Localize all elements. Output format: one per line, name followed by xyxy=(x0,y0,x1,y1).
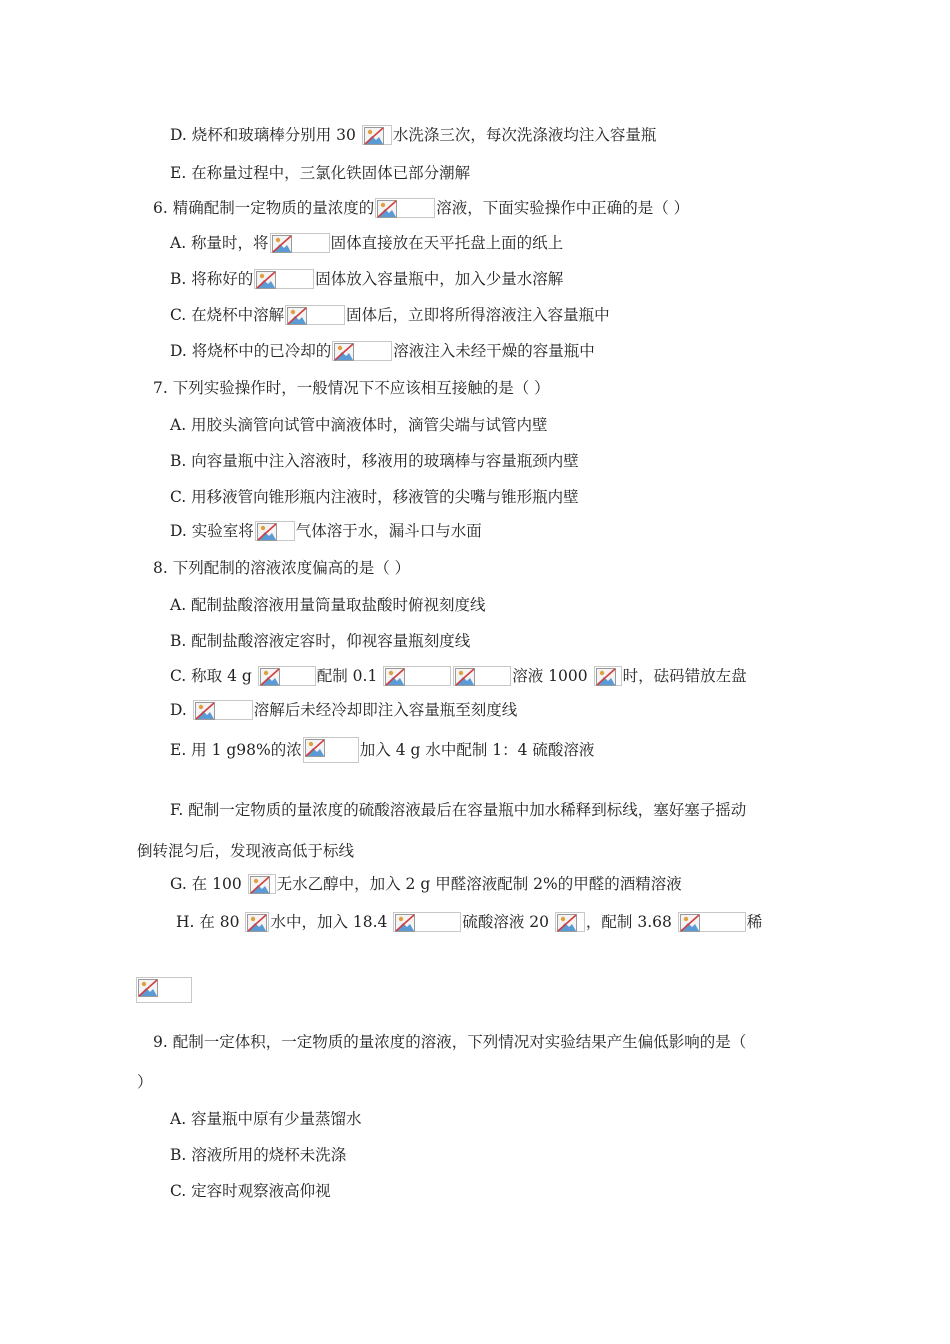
line-text: 7. 下列实验操作时，一般情况下不应该相互接触的是（ ） xyxy=(153,379,550,397)
line-text: 加入 4 g 水中配制 1：4 硫酸溶液 xyxy=(359,741,595,759)
line-text: B. 配制盐酸溶液定容时，仰视容量瓶刻度线 xyxy=(170,632,471,650)
line-q9-option-c xyxy=(170,1179,331,1202)
broken-image-icon xyxy=(193,700,253,720)
line-text: 溶液注入未经干燥的容量瓶中 xyxy=(393,342,595,360)
broken-image-icon xyxy=(362,125,392,145)
line-question-7 xyxy=(153,376,550,399)
line-text: D. 烧杯和玻璃棒分别用 30 xyxy=(170,126,361,144)
broken-image-icon xyxy=(270,233,330,253)
line-q9-option-a xyxy=(170,1107,362,1130)
line-text: 溶解后未经冷却即注入容量瓶至刻度线 xyxy=(253,701,518,719)
broken-image-icon xyxy=(383,666,451,686)
line-text: 固体直接放在天平托盘上面的纸上 xyxy=(330,234,564,252)
line-text: F. 配制一定物质的量浓度的硫酸溶液最后在容量瓶中加水稀释到标线，塞好塞子摇动 xyxy=(170,801,747,819)
line-q7-option-a xyxy=(170,413,548,436)
line-q7-option-d xyxy=(170,519,482,542)
line-text: 溶液，下面实验操作中正确的是（ ） xyxy=(436,199,690,217)
line-text: ） xyxy=(137,1073,153,1091)
broken-image-icon xyxy=(248,874,276,894)
broken-image-icon xyxy=(678,912,746,932)
broken-image-icon xyxy=(285,305,345,325)
line-q9-option-b xyxy=(170,1143,346,1166)
line-text: D. 实验室将 xyxy=(170,522,254,540)
line-q6-option-a xyxy=(170,231,563,254)
line-question-9-cont xyxy=(137,1070,153,1093)
line-text: 9. 配制一定体积，一定物质的量浓度的溶液，下列情况对实验结果产生偏低影响的是（ xyxy=(153,1033,747,1051)
line-text: A. 称量时，将 xyxy=(170,234,269,252)
line-text: 气体溶于水，漏斗口与水面 xyxy=(295,522,482,540)
line-q7-option-c xyxy=(170,485,579,508)
line-text: 固体放入容量瓶中，加入少量水溶解 xyxy=(315,270,564,288)
line-text: 8. 下列配制的溶液浓度偏高的是（ ） xyxy=(153,559,411,577)
line-text: 稀 xyxy=(746,913,763,931)
line-option-d-beaker xyxy=(170,123,656,146)
line-text: C. 定容时观察液高仰视 xyxy=(170,1182,331,1200)
line-text: A. 用胶头滴管向试管中滴液体时，滴管尖端与试管内壁 xyxy=(170,416,548,434)
line-text: 溶液 1000 xyxy=(512,667,593,685)
line-q7-option-b xyxy=(170,449,579,472)
broken-image-icon xyxy=(555,912,585,932)
line-text: 无水乙醇中，加入 2 g 甲醛溶液配制 2%的甲醛的酒精溶液 xyxy=(276,875,682,893)
line-text: 倒转混匀后，发现液高低于标线 xyxy=(137,842,355,860)
broken-image-icon xyxy=(303,737,359,763)
line-text: C. 在烧杯中溶解 xyxy=(170,306,285,324)
line-q8-option-f-cont xyxy=(137,839,354,862)
broken-image-icon xyxy=(258,666,316,686)
broken-image-icon xyxy=(453,666,511,686)
line-q8-option-b xyxy=(170,629,470,652)
broken-image-icon xyxy=(594,666,622,686)
line-text: 水中，加入 18.4 xyxy=(270,913,393,931)
line-text: B. 将称好的 xyxy=(170,270,254,288)
broken-image-icon xyxy=(332,341,392,361)
line-text: D. xyxy=(170,701,192,719)
line-text: H. 在 80 xyxy=(176,913,245,931)
line-q8-option-c xyxy=(170,664,747,687)
line-text: ，配制 3.68 xyxy=(585,913,677,931)
broken-image-icon xyxy=(136,977,192,1003)
line-q8-option-e xyxy=(170,737,594,763)
line-text: E. 用 1 g98%的浓 xyxy=(170,741,302,759)
line-q6-option-b xyxy=(170,267,563,290)
line-q8-option-h xyxy=(176,910,762,933)
line-q8-option-d xyxy=(170,698,517,721)
line-text: 6. 精确配制一定物质的量浓度的 xyxy=(153,199,375,217)
line-text: 时，砝码错放左盘 xyxy=(622,667,747,685)
line-text: G. 在 100 xyxy=(170,875,247,893)
line-q6-option-c xyxy=(170,303,610,326)
line-question-9 xyxy=(153,1030,746,1053)
line-text: A. 容量瓶中原有少量蒸馏水 xyxy=(170,1110,362,1128)
line-q8-option-a xyxy=(170,593,486,616)
line-text: D. 将烧杯中的已冷却的 xyxy=(170,342,332,360)
line-text: C. 用移液管向锥形瓶内注液时，移液管的尖嘴与锥形瓶内壁 xyxy=(170,488,579,506)
line-question-6 xyxy=(153,196,689,219)
line-q6-option-d xyxy=(170,339,595,362)
line-text: B. 向容量瓶中注入溶液时，移液用的玻璃棒与容量瓶颈内壁 xyxy=(170,452,579,470)
broken-image-icon xyxy=(254,269,314,289)
line-text: 配制 0.1 xyxy=(316,667,383,685)
line-option-e-weighing xyxy=(170,161,470,184)
broken-image-icon xyxy=(255,521,295,541)
line-text: B. 溶液所用的烧杯未洗涤 xyxy=(170,1146,347,1164)
line-text: E. 在称量过程中，三氯化铁固体已部分潮解 xyxy=(170,164,471,182)
line-q8-option-h-cont xyxy=(135,977,193,1003)
line-q8-option-f xyxy=(170,798,746,821)
line-text: 水洗涤三次，每次洗涤液均注入容量瓶 xyxy=(392,126,657,144)
line-text: C. 称取 4 g xyxy=(170,667,257,685)
line-question-8 xyxy=(153,556,410,579)
broken-image-icon xyxy=(393,912,461,932)
line-text: 硫酸溶液 20 xyxy=(462,913,554,931)
line-text: 固体后，立即将所得溶液注入容量瓶中 xyxy=(346,306,610,324)
line-q8-option-g xyxy=(170,872,682,895)
line-text: A. 配制盐酸溶液用量筒量取盐酸时俯视刻度线 xyxy=(170,596,486,614)
broken-image-icon xyxy=(245,912,269,932)
broken-image-icon xyxy=(375,198,435,218)
